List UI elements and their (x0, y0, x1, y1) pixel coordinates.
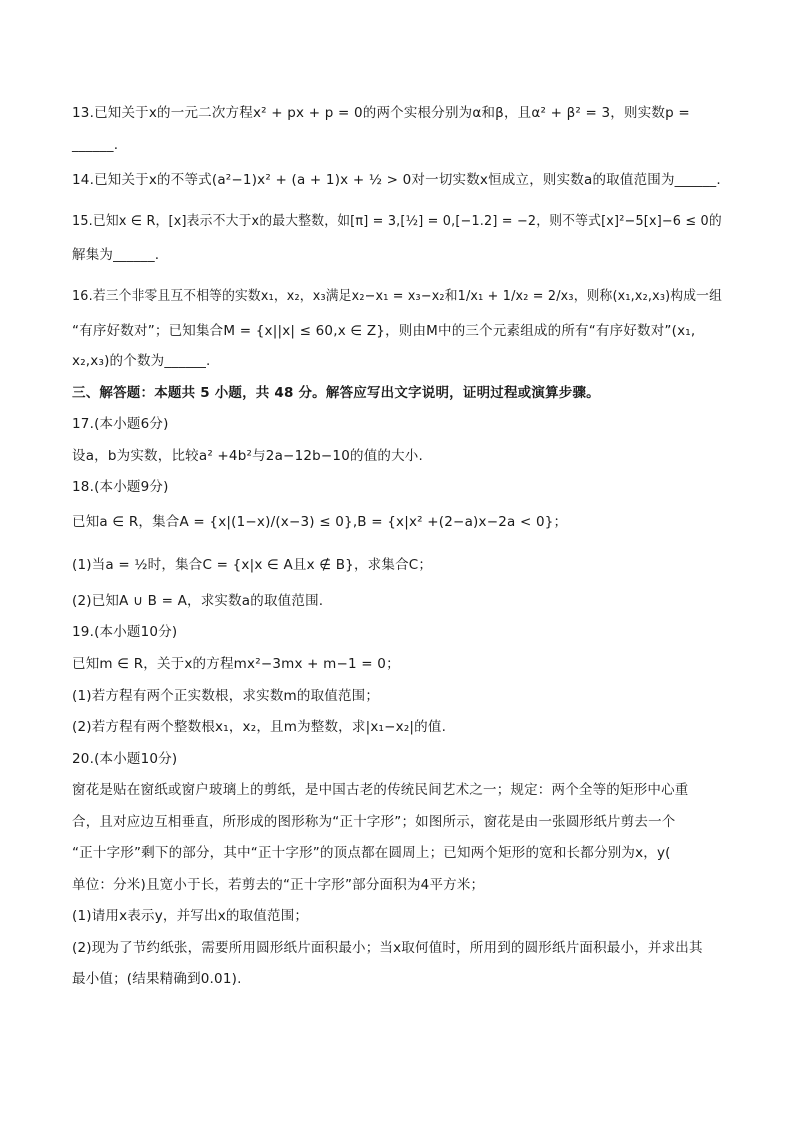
q16-text-3: x₂,x₃)的个数为______. (72, 353, 211, 369)
q13-text: 13.已知关于x的一元二次方程x² + px + p = 0的两个实根分别为α和β，且α² + β² = 3，则实数p = (72, 105, 690, 121)
q19-title: 19.(本小题10分) (72, 624, 178, 640)
q13-blank: ______. (72, 137, 119, 153)
q18-title: 18.(本小题9分) (72, 479, 169, 495)
q19-part2: (2)若方程有两个整数根x₁，x₂，且m为整数，求|x₁−x₂|的值. (72, 719, 447, 735)
q16-text-1: 16.若三个非零且互不相等的实数x₁，x₂，x₃满足x₂−x₁ = x₃−x₂和1/x₁ + 1/x₂ = 2/x₃，则称(x₁,x₂,x₃)构成一组 (72, 288, 723, 304)
q17-title: 17.(本小题6分) (72, 416, 169, 432)
q18-part2: (2)已知A ∪ B = A，求实数a的取值范围. (72, 593, 324, 609)
q20-part2-2: 最小值；(结果精确到0.01). (72, 971, 242, 987)
q19-text: 已知m ∈ R，关于x的方程mx²−3mx + m−1 = 0； (72, 656, 400, 672)
q20-text-1: 窗花是贴在窗纸或窗户玻璃上的剪纸，是中国古老的传统民间艺术之一；规定：两个全等的矩形中心重 (72, 782, 689, 798)
q20-part1: (1)请用x表示y，并写出x的取值范围； (72, 908, 309, 924)
section-three-heading: 三、解答题：本题共 5 小题，共 48 分。解答应写出文字说明，证明过程或演算步骤。 (72, 385, 600, 401)
q20-text-3: “正十字形”剩下的部分，其中“正十字形”的顶点都在圆周上；已知两个矩形的宽和长都分别为x，y( (72, 845, 671, 861)
q19-part1: (1)若方程有两个正实数根，求实数m的取值范围； (72, 688, 380, 704)
q16-text-2: “有序好数对”；已知集合M = {x||x| ≤ 60,x ∈ Z}，则由M中的三个元素组成的所有“有序好数对”(x₁, (72, 323, 696, 339)
q20-text-4: 单位：分米)且宽小于长，若剪去的“正十字形”部分面积为4平方米； (72, 877, 485, 893)
q17-text: 设a，b为实数，比较a² +4b²与2a−12b−10的值的大小. (72, 448, 424, 464)
q20-text-2: 合，且对应边互相垂直，所形成的图形称为“正十字形”；如图所示，窗花是由一张圆形纸片剪去一个 (72, 814, 676, 830)
q14-text: 14.已知关于x的不等式(a²−1)x² + (a + 1)x + ½ > 0对一切实数x恒成立，则实数a的取值范围为______. (72, 172, 721, 188)
q18-text: 已知a ∈ R，集合A = {x|(1−x)/(x−3) ≤ 0},B = {x|x² +(2−a)x−2a < 0}； (72, 514, 568, 530)
q20-part2-1: (2)现为了节约纸张，需要所用圆形纸片面积最小；当x取何值时，所用到的圆形纸片面积最小，并求出其 (72, 940, 703, 956)
q15-blank: 解集为______. (72, 247, 160, 263)
q18-part1: (1)当a = ½时，集合C = {x|x ∈ A且x ∉ B}，求集合C； (72, 557, 433, 573)
q20-title: 20.(本小题10分) (72, 751, 178, 767)
q15-text: 15.已知x ∈ R，[x]表示不大于x的最大整数，如[π] = 3,[½] = 0,[−1.2] = −2，则不等式[x]²−5[x]−6 ≤ 0的 (72, 213, 722, 229)
